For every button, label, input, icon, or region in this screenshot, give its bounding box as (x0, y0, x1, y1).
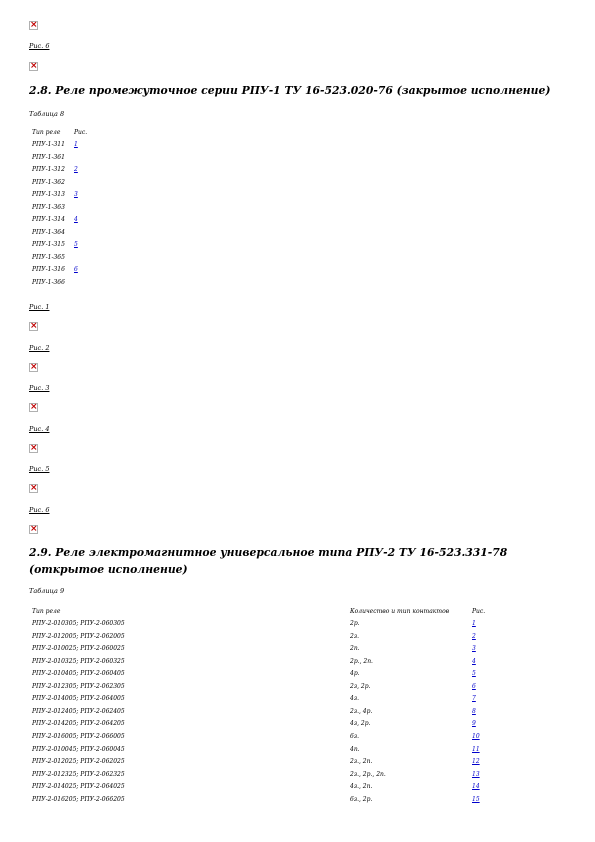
relay-type-cell: РПУ-1-315 (32, 241, 65, 248)
relay-type-cell: РПУ-1-316 (32, 266, 65, 273)
figure-link[interactable]: Рис. 6 (29, 505, 50, 514)
figure-number-link[interactable]: 15 (472, 795, 480, 803)
figure-number-link[interactable]: 5 (74, 241, 78, 248)
broken-image-icon (29, 363, 38, 372)
contacts-cell: 4п. (350, 745, 360, 753)
figure-link[interactable]: Рис. 4 (29, 424, 50, 433)
relay-type-cell: РПУ-2-010025; РПУ-2-060025 (32, 645, 125, 653)
contacts-cell: 4з. (350, 695, 359, 703)
relay-type-cell: РПУ-2-014005; РПУ-2-064005 (32, 695, 125, 703)
relay-type-cell: РПУ-2-010405; РПУ-2-060405 (32, 670, 125, 678)
relay-type-cell: РПУ-2-010325; РПУ-2-060325 (32, 657, 125, 665)
figure-number-link[interactable]: 7 (472, 695, 476, 703)
relay-type-cell: РПУ-1-313 (32, 191, 65, 198)
figure-number-link[interactable]: 5 (472, 670, 476, 678)
figure-number-link[interactable]: 9 (472, 720, 476, 728)
relay-type-cell: РПУ-2-010305; РПУ-2-060305 (32, 620, 125, 627)
relay-type-cell: РПУ-1-361 (32, 153, 65, 161)
section-heading: 2.8. Реле промежуточное серии РПУ-1 ТУ 16-523.020-76 (закрытое исполнение) (29, 84, 551, 97)
relay-type-cell: РПУ-1-311 (32, 141, 65, 148)
relay-type-cell: РПУ-1-312 (32, 166, 65, 173)
figure-number-link[interactable]: 13 (472, 770, 480, 778)
relay-type-cell: РПУ-2-012325; РПУ-2-062325 (32, 770, 125, 778)
contacts-cell: 2п. (350, 645, 360, 653)
relay-type-cell: РПУ-1-366 (32, 278, 65, 286)
broken-image-icon (29, 525, 38, 534)
broken-image-icon (29, 444, 38, 453)
figure-number-link[interactable]: 14 (472, 783, 480, 791)
column-header: Тип реле (32, 129, 61, 136)
figure-number-link[interactable]: 11 (472, 745, 480, 753)
figure-link[interactable]: Рис. 3 (29, 384, 50, 392)
broken-image-icon (29, 484, 38, 493)
contacts-cell: 2з., 2р., 2п. (350, 770, 386, 778)
relay-type-cell: РПУ-2-012005; РПУ-2-062005 (32, 632, 125, 640)
broken-image-icon (29, 62, 38, 71)
figure-number-link[interactable]: 1 (74, 141, 78, 148)
figure-number-link[interactable]: 6 (74, 266, 78, 273)
figure-number-link[interactable]: 4 (472, 657, 476, 665)
section-heading: 2.9. Реле электромагнитное универсальное типа РПУ-2 ТУ 16-523.331-78 (29, 546, 508, 559)
broken-image-icon (29, 322, 38, 331)
contacts-cell: 2з., 2п. (350, 758, 373, 766)
contacts-cell: 2з., 4р. (350, 707, 373, 715)
relay-type-cell: РПУ-1-314 (32, 216, 65, 223)
figure-link[interactable]: Рис. 6 (29, 42, 50, 50)
figure-link[interactable]: Рис. 5 (29, 465, 50, 473)
contacts-cell: 2р. (350, 620, 360, 627)
relay-type-cell: РПУ-2-010045; РПУ-2-060045 (32, 745, 125, 753)
contacts-cell: 6з. (350, 732, 359, 740)
relay-type-cell: РПУ-1-364 (32, 228, 65, 236)
figure-number-link[interactable]: 2 (74, 166, 78, 173)
relay-type-cell: РПУ-2-014025; РПУ-2-064025 (32, 783, 125, 791)
figure-number-link[interactable]: 8 (472, 707, 476, 715)
figure-link[interactable]: Рис. 2 (29, 343, 50, 352)
relay-type-cell: РПУ-2-016205; РПУ-2-066205 (32, 795, 125, 803)
relay-type-cell: РПУ-2-012405; РПУ-2-062405 (32, 707, 125, 715)
relay-type-cell: РПУ-2-014205; РПУ-2-064205 (32, 720, 125, 728)
figure-number-link[interactable]: 4 (74, 216, 78, 223)
relay-type-cell: РПУ-1-365 (32, 253, 65, 261)
contacts-cell: 4р. (350, 670, 360, 678)
relay-type-cell: РПУ-2-012305; РПУ-2-062305 (32, 682, 125, 690)
column-header: Рис. (74, 129, 88, 136)
contacts-cell: 2з, 2р. (350, 682, 371, 690)
contacts-cell: 4з, 2р. (350, 720, 371, 728)
contacts-cell: 2р., 2п. (350, 657, 373, 665)
section-heading-continued: (открытое исполнение) (29, 563, 188, 576)
figure-number-link[interactable]: 2 (472, 632, 476, 640)
relay-type-cell: РПУ-1-362 (32, 178, 65, 186)
relay-type-cell: РПУ-2-016005; РПУ-2-066005 (32, 732, 125, 740)
column-header: Количество и тип контактов (350, 608, 450, 615)
figure-number-link[interactable]: 6 (472, 682, 476, 690)
table-caption: Таблица 8 (29, 110, 65, 118)
figure-link[interactable]: Рис. 1 (29, 303, 50, 311)
figure-number-link[interactable]: 1 (472, 620, 476, 627)
contacts-cell: 6з., 2р. (350, 795, 373, 803)
relay-type-cell: РПУ-2-012025; РПУ-2-062025 (32, 758, 125, 766)
figure-number-link[interactable]: 10 (472, 732, 480, 740)
relay-type-cell: РПУ-1-363 (32, 203, 65, 211)
column-header: Тип реле (32, 608, 61, 615)
figure-number-link[interactable]: 3 (472, 645, 476, 653)
table-caption: Таблица 9 (29, 587, 65, 595)
contacts-cell: 2з. (350, 632, 359, 640)
figure-number-link[interactable]: 3 (74, 191, 78, 198)
broken-image-icon (29, 21, 38, 30)
figure-number-link[interactable]: 12 (472, 758, 480, 766)
column-header: Рис. (472, 608, 486, 615)
broken-image-icon (29, 403, 38, 412)
contacts-cell: 4з., 2п. (350, 783, 373, 791)
